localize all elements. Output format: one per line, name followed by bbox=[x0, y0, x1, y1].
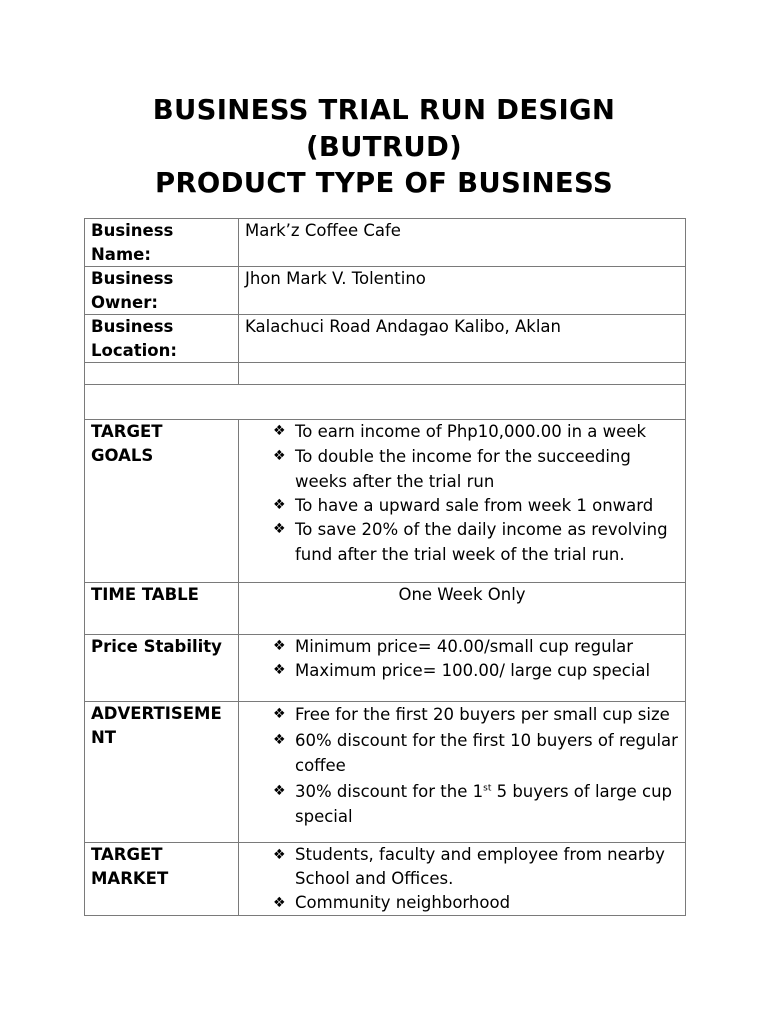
advertisement-row bbox=[85, 702, 686, 843]
list-item: ❖ To save 20% of the daily income as revolving fund after the trial week of the trial run. bbox=[273, 517, 679, 567]
time-table-label: TIME TABLE bbox=[85, 583, 239, 635]
list-item: ❖ Community neighborhood bbox=[273, 891, 679, 915]
empty-row bbox=[85, 363, 686, 385]
target-market-label: TARGET MARKET bbox=[85, 843, 239, 916]
target-goals-label: TARGET GOALS bbox=[85, 420, 239, 583]
diamond-bullet-icon: ❖ bbox=[273, 661, 286, 678]
business-location-value: Kalachuci Road Andagao Kalibo, Aklan bbox=[239, 315, 686, 363]
target-goals-row bbox=[85, 420, 686, 583]
diamond-bullet-icon: ❖ bbox=[273, 423, 286, 439]
empty-cell bbox=[85, 363, 239, 385]
time-table-row bbox=[85, 583, 686, 635]
list-item: ❖ To earn income of Php10,000.00 in a week bbox=[273, 420, 679, 444]
diamond-bullet-icon: ❖ bbox=[273, 782, 286, 799]
diamond-bullet-icon: ❖ bbox=[273, 731, 286, 748]
list-item: ❖ 60% discount for the first 10 buyers of regular coffee bbox=[273, 728, 679, 779]
price-stability-label: Price Stability bbox=[85, 635, 239, 702]
list-item: ❖ 30% discount for the 1st 5 buyers of large cup special bbox=[273, 779, 679, 830]
diamond-bullet-icon: ❖ bbox=[273, 447, 286, 464]
diamond-bullet-icon: ❖ bbox=[273, 638, 286, 654]
list-item: ❖ Minimum price= 40.00/small cup regular bbox=[273, 635, 679, 659]
document-title bbox=[0, 92, 768, 202]
title-line-3: PRODUCT TYPE OF BUSINESS bbox=[154, 167, 613, 199]
list-item: ❖ Students, faculty and employee from nearby School and Offices. bbox=[273, 845, 665, 888]
business-owner-row bbox=[85, 267, 686, 315]
list-item: ❖ Maximum price= 100.00/ large cup special bbox=[273, 659, 679, 683]
list-item: ❖ Free for the first 20 buyers per small cup size bbox=[273, 702, 679, 728]
price-stability-row bbox=[85, 635, 686, 702]
title-line-2: (BUTRUD) bbox=[306, 130, 462, 163]
business-location-row bbox=[85, 315, 686, 363]
diamond-bullet-icon: ❖ bbox=[273, 706, 286, 722]
business-name-value: Mark’z Coffee Cafe bbox=[239, 219, 686, 267]
empty-cell bbox=[239, 363, 686, 385]
business-owner-value: Jhon Mark V. Tolentino bbox=[239, 267, 686, 315]
diamond-bullet-icon: ❖ bbox=[273, 895, 286, 911]
list-item: ❖ To have a upward sale from week 1 onward bbox=[273, 494, 679, 518]
business-location-label: Business Location: bbox=[85, 315, 239, 363]
time-table-value: One Week Only bbox=[239, 583, 686, 635]
target-goals-cell bbox=[239, 420, 686, 583]
diamond-bullet-icon: ❖ bbox=[273, 847, 286, 863]
list-item: ❖ To double the income for the succeeding weeks after the trial run bbox=[273, 444, 679, 494]
business-name-row bbox=[85, 219, 686, 267]
butrud-form-table bbox=[84, 218, 686, 916]
business-owner-label: Business Owner: bbox=[85, 267, 239, 315]
spacer-cell bbox=[85, 385, 686, 420]
spacer-row bbox=[85, 385, 686, 420]
target-market-row bbox=[85, 843, 686, 916]
title-line-1: BUSINESS TRIAL RUN DESIGN bbox=[152, 94, 616, 126]
price-stability-cell bbox=[239, 635, 686, 702]
diamond-bullet-icon: ❖ bbox=[273, 496, 286, 513]
business-name-label: Business Name: bbox=[85, 219, 239, 267]
target-market-cell bbox=[239, 843, 686, 916]
advertisement-label: ADVERTISEME NT bbox=[85, 702, 239, 843]
advertisement-cell bbox=[239, 702, 686, 843]
diamond-bullet-icon: ❖ bbox=[273, 521, 286, 537]
